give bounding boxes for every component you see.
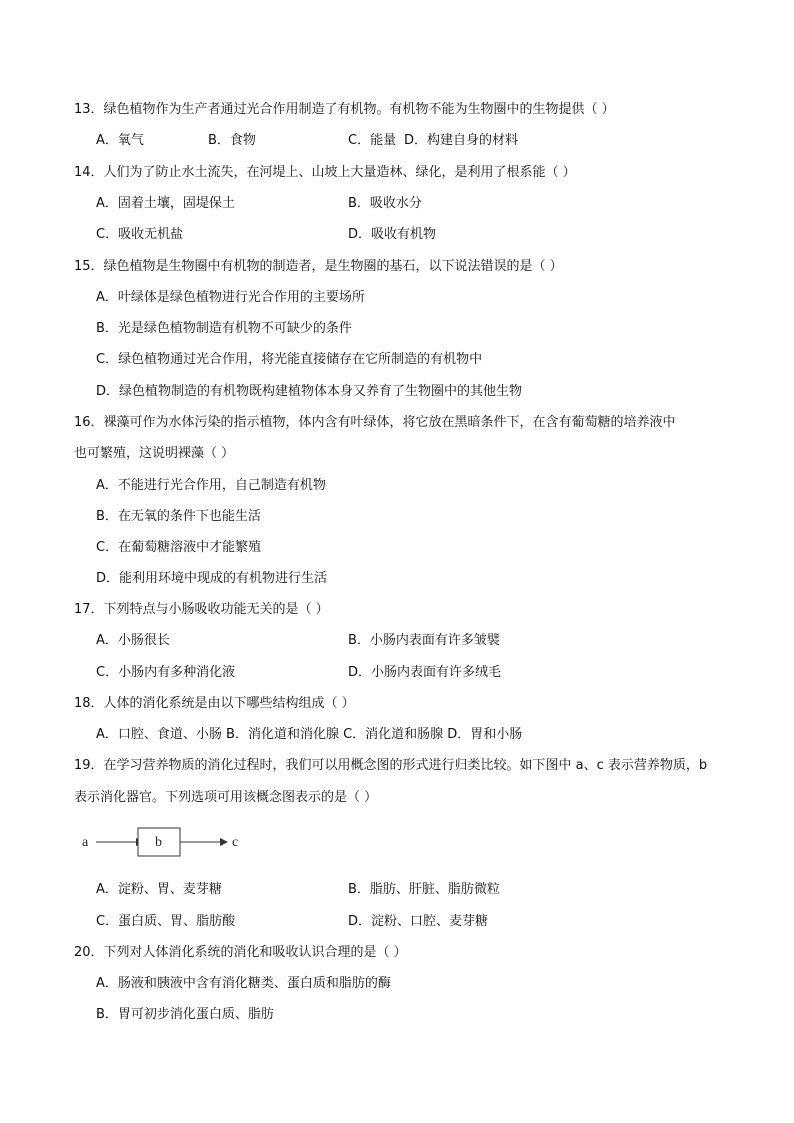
question-18-options: A．口腔、食道、小肠 B．消化道和消化腺 C．消化道和肠腺 D．胃和小肠 — [96, 727, 523, 742]
question-13-option-d: D．构建自身的材料 — [404, 133, 519, 148]
question-19-stem: 19．在学习营养物质的消化过程时，我们可以用概念图的形式进行归类比较。如下图中 a、c 表示营养物质，b — [74, 758, 708, 773]
question-16-option-a: A．不能进行光合作用，自己制造有机物 — [96, 478, 326, 493]
question-13-option-b: B．食物 — [208, 133, 256, 148]
question-15-stem: 15．绿色植物是生物圈中有机物的制造者，是生物圈的基石，以下说法错误的是（ ） — [74, 259, 563, 274]
question-13-option-a: A．氧气 — [96, 133, 144, 148]
question-19-option-c: C．蛋白质、胃、脂肪酸 — [96, 914, 236, 929]
question-16-stem: 16．裸藻可作为水体污染的指示植物，体内含有叶绿体，将它放在黑暗条件下，在含有葡萄糖的培养液中 — [74, 415, 676, 430]
question-14-option-c: C．吸收无机盐 — [96, 227, 184, 242]
question-14-stem: 14．人们为了防止水土流失，在河堤上、山坡上大量造林、绿化，是利用了根系能（ ） — [74, 165, 576, 180]
question-18-stem: 18．人体的消化系统是由以下哪些结构组成（ ） — [74, 696, 355, 711]
question-15-option-c: C．绿色植物通过光合作用，将光能直接储存在它所制造的有机物中 — [96, 352, 483, 367]
question-15-option-b: B．光是绿色植物制造有机物不可缺少的条件 — [96, 321, 352, 336]
question-20-option-b: B．胃可初步消化蛋白质、脂肪 — [96, 1007, 274, 1022]
question-19-stem-continued: 表示消化器官。下列选项可用该概念图表示的是（ ） — [74, 790, 378, 805]
diagram-label-a: a — [82, 835, 89, 850]
question-17-stem: 17．下列特点与小肠吸收功能无关的是（ ） — [74, 602, 329, 617]
question-15-option-d: D．绿色植物制造的有机物既构建植物体本身又养育了生物圈中的其他生物 — [96, 384, 523, 399]
question-14-option-d: D．吸收有机物 — [348, 227, 437, 242]
question-17-option-d: D．小肠内表面有许多绒毛 — [348, 665, 502, 680]
question-19-option-d: D．淀粉、口腔、麦芽糖 — [348, 914, 489, 929]
diagram-label-b: b — [155, 835, 162, 850]
question-17-option-b: B．小肠内表面有许多皱襞 — [348, 633, 500, 648]
diagram-label-c: c — [232, 835, 239, 850]
question-16-option-d: D．能利用环境中现成的有机物进行生活 — [96, 571, 328, 586]
diagram-arrowhead-2 — [220, 838, 228, 846]
concept-diagram — [74, 824, 254, 860]
question-16-option-c: C．在葡萄糖溶液中才能繁殖 — [96, 540, 262, 555]
question-13-option-c: C．能量 — [348, 133, 397, 148]
question-16-stem-continued: 也可繁殖，这说明裸藻（ ） — [74, 446, 235, 461]
question-17-option-a: A．小肠很长 — [96, 633, 170, 648]
question-14-option-a: A．固着土壤，固堤保土 — [96, 196, 235, 211]
question-19-option-b: B．脂肪、肝脏、脂肪微粒 — [348, 882, 500, 897]
question-13-stem: 13．绿色植物作为生产者通过光合作用制造了有机物。有机物不能为生物圈中的生物提供（ ） — [74, 102, 615, 117]
question-20-option-a: A．肠液和胰液中含有消化糖类、蛋白质和脂肪的酶 — [96, 976, 391, 991]
question-16-option-b: B．在无氧的条件下也能生活 — [96, 509, 261, 524]
question-15-option-a: A．叶绿体是绿色植物进行光合作用的主要场所 — [96, 290, 365, 305]
question-20-stem: 20．下列对人体消化系统的消化和吸收认识合理的是（ ） — [74, 945, 407, 960]
question-14-option-b: B．吸收水分 — [348, 196, 422, 211]
question-17-option-c: C．小肠内有多种消化液 — [96, 665, 236, 680]
question-19-option-a: A．淀粉、胃、麦芽糖 — [96, 882, 222, 897]
